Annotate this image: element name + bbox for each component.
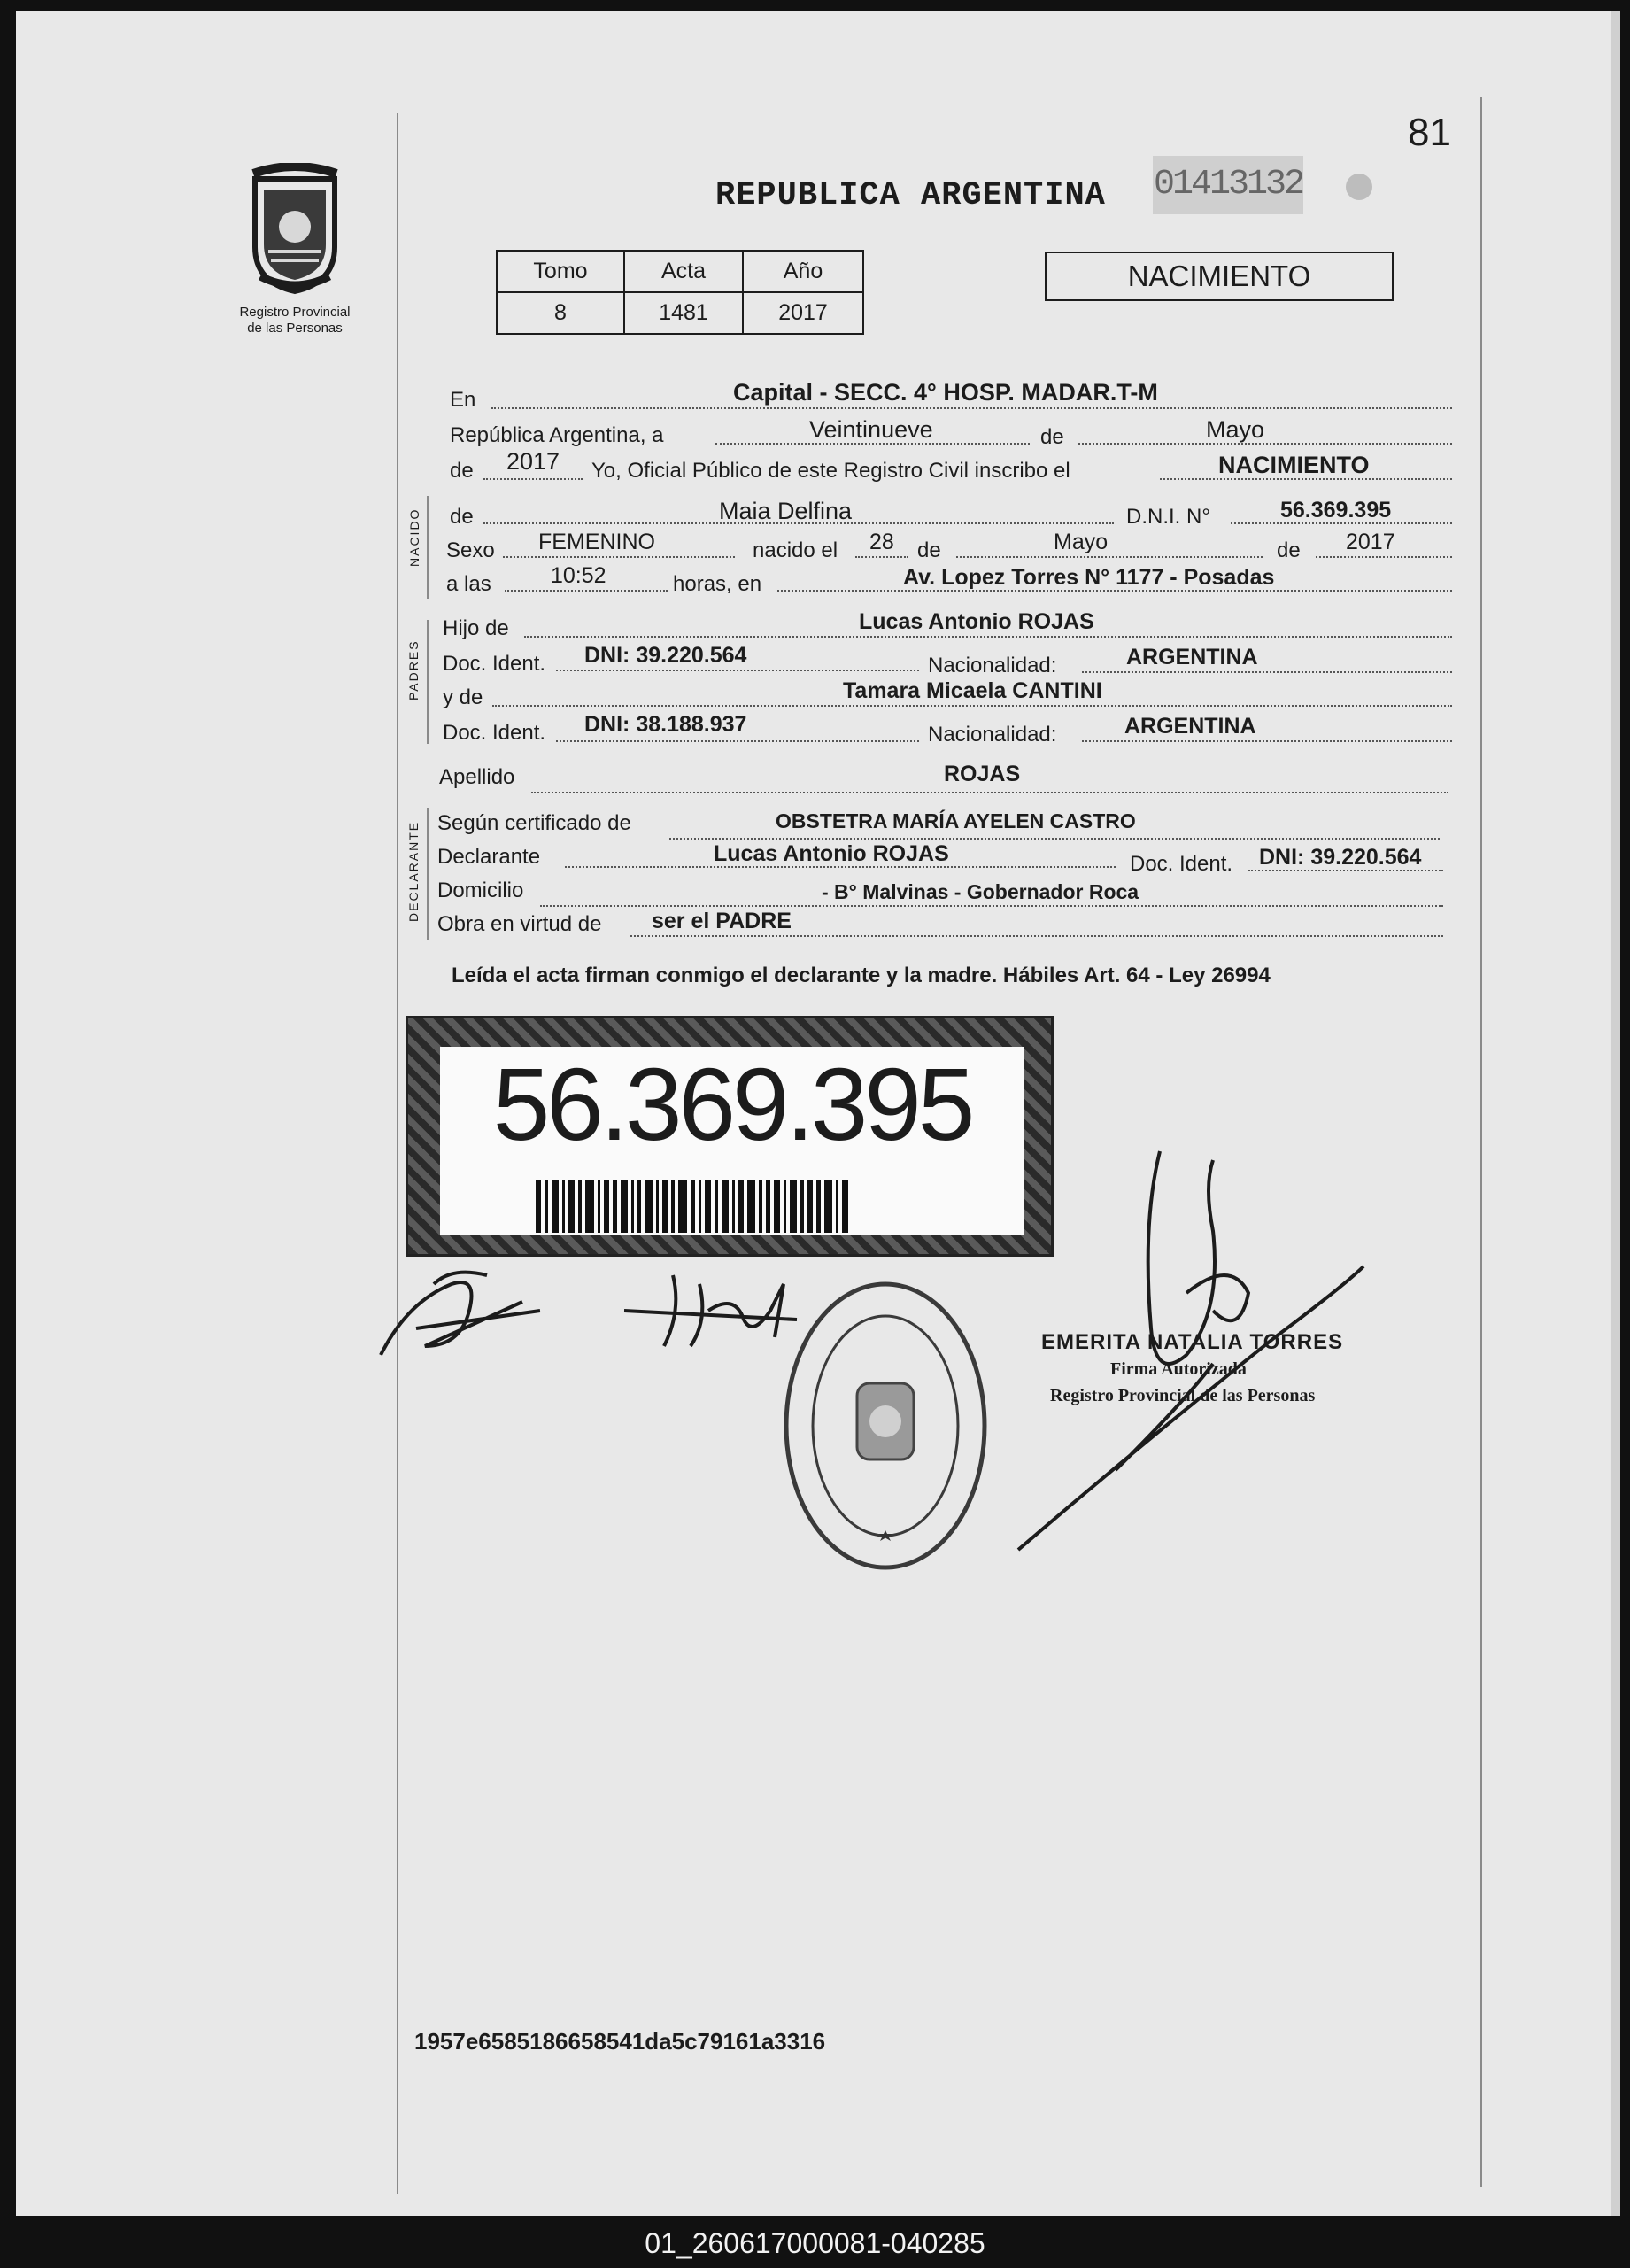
month-value: Mayo <box>1206 416 1265 443</box>
domicilio-line <box>540 905 1443 907</box>
mother-doc-line <box>556 740 919 742</box>
birth-de1: de <box>917 538 941 562</box>
mother-name: Tamara Micaela CANTINI <box>843 678 1102 703</box>
provincial-seal-icon <box>237 163 352 296</box>
value-tomo: 8 <box>497 292 624 334</box>
act-type-box: NACIMIENTO <box>1045 252 1394 301</box>
side-label-nacido: NACIDO <box>407 507 421 567</box>
register-table <box>496 250 864 335</box>
en-line <box>491 407 1452 409</box>
birth-place: Av. Lopez Torres N° 1177 - Posadas <box>903 565 1275 590</box>
en-label: En <box>450 388 476 412</box>
mother-doc-label: Doc. Ident. <box>443 721 546 745</box>
birth-day-line <box>855 556 908 558</box>
nacido-label: nacido el <box>753 538 838 562</box>
father-doc-label: Doc. Ident. <box>443 652 546 676</box>
dni-label-number-text: 56.369.395 <box>492 1047 972 1162</box>
padres-bracket <box>427 620 429 744</box>
birth-day: 28 <box>869 530 894 554</box>
sexo-line <box>503 556 735 558</box>
name-label: de <box>450 505 474 529</box>
right-margin-rule <box>1480 97 1482 2187</box>
left-margin-rule <box>397 113 398 2194</box>
header-acta: Acta <box>624 251 743 292</box>
obra-label: Obra en virtud de <box>437 912 602 936</box>
yde-label: y de <box>443 685 483 709</box>
dni-label-number <box>440 1047 1024 1235</box>
side-label-padres: PADRES <box>406 639 421 701</box>
birth-time: 10:52 <box>551 563 606 588</box>
birth-month: Mayo <box>1054 530 1109 554</box>
official-text: Yo, Oficial Público de este Registro Civil inscribo el <box>591 459 1070 483</box>
obra-value: ser el PADRE <box>652 909 792 933</box>
declarant-signature-icon <box>372 1249 549 1373</box>
apellido-value: ROJAS <box>944 762 1021 786</box>
birth-year: 2017 <box>1346 530 1395 554</box>
dni-label: D.N.I. N° <box>1126 505 1210 529</box>
obra-line <box>630 935 1443 937</box>
declarante-bracket <box>427 808 429 940</box>
domicilio-value: - B° Malvinas - Gobernador Roca <box>822 880 1139 903</box>
republica-label: República Argentina, a <box>450 423 664 447</box>
declarante-doc-label: Doc. Ident. <box>1130 852 1233 876</box>
apellido-line <box>531 792 1448 793</box>
officer-name: EMERITA NATALIA TORRES <box>1041 1330 1344 1354</box>
father-doc-line <box>556 670 919 671</box>
side-label-declarante: DECLARANTE <box>406 820 421 922</box>
certificado-label: Según certificado de <box>437 811 631 835</box>
father-nationality-label: Nacionalidad: <box>928 654 1057 677</box>
value-anio: 2017 <box>743 292 863 334</box>
mother-line <box>492 705 1452 707</box>
year-prefix: de <box>450 459 474 483</box>
serial-number: 01413132 <box>1153 156 1303 214</box>
certificado-line <box>669 838 1440 840</box>
page-number: 81 <box>1408 111 1451 154</box>
child-name: Maia Delfina <box>719 498 853 524</box>
birth-month-line <box>956 556 1263 558</box>
footer-code: 01_260617000081-040285 <box>645 2227 985 2259</box>
declarante-label: Declarante <box>437 845 541 869</box>
nacido-bracket <box>427 496 429 599</box>
father-doc: DNI: 39.220.564 <box>584 643 747 668</box>
mother-signature-icon <box>620 1258 806 1355</box>
time-line <box>505 590 668 592</box>
father-line <box>524 636 1452 638</box>
domicilio-label: Domicilio <box>437 879 524 902</box>
sexo-value: FEMENINO <box>538 530 655 554</box>
father-nationality-line <box>1082 671 1452 673</box>
mother-doc: DNI: 38.188.937 <box>584 712 747 737</box>
father-nationality: ARGENTINA <box>1126 645 1258 670</box>
year-value: 2017 <box>506 448 560 475</box>
barcode-icon <box>536 1180 925 1233</box>
value-acta: 1481 <box>624 292 743 334</box>
horas-label: horas, en <box>673 572 762 596</box>
registry-label-line1: Registro Provincial <box>239 305 351 320</box>
certificado-value: OBSTETRA MARÍA AYELEN CASTRO <box>776 809 1136 832</box>
a-las-label: a las <box>446 572 491 596</box>
mother-nationality-line <box>1082 740 1452 742</box>
registry-label-line2: de las Personas <box>247 321 343 336</box>
mother-nationality: ARGENTINA <box>1124 714 1256 739</box>
sexo-label: Sexo <box>446 538 495 562</box>
officer-role: Firma Autorizada <box>1110 1359 1247 1379</box>
birth-de2: de <box>1277 538 1301 562</box>
document-title: REPUBLICA ARGENTINA <box>715 177 1106 214</box>
mother-nationality-label: Nacionalidad: <box>928 723 1057 747</box>
month-line <box>1078 443 1452 445</box>
dni-barcode-label <box>406 1016 1054 1257</box>
closing-text: Leída el acta firman conmigo el declarante y la madre. Hábiles Art. 64 - Ley 26994 <box>452 964 1271 987</box>
declarante-value: Lucas Antonio ROJAS <box>714 841 949 866</box>
hash-code: 1957e6585186658541da5c79161a3316 <box>414 2028 826 2055</box>
en-value: Capital - SECC. 4° HOSP. MADAR.T-M <box>733 379 1158 406</box>
official-stamp-icon <box>779 1275 992 1576</box>
de-label: de <box>1040 425 1064 449</box>
dni-value: 56.369.395 <box>1280 498 1392 522</box>
hijo-label: Hijo de <box>443 616 509 640</box>
year-line <box>483 478 583 480</box>
declarante-doc: DNI: 39.220.564 <box>1259 845 1422 870</box>
header-tomo: Tomo <box>497 251 624 292</box>
father-name: Lucas Antonio ROJAS <box>859 609 1094 634</box>
header-anio: Año <box>743 251 863 292</box>
officer-registry: Registro Provincial de las Personas <box>1050 1386 1316 1405</box>
birth-year-line <box>1316 556 1452 558</box>
day-words: Veintinueve <box>809 416 933 443</box>
registry-label <box>211 305 379 337</box>
inscription-type: NACIMIENTO <box>1218 452 1370 478</box>
serial-dot <box>1346 174 1372 200</box>
apellido-label: Apellido <box>439 765 515 789</box>
